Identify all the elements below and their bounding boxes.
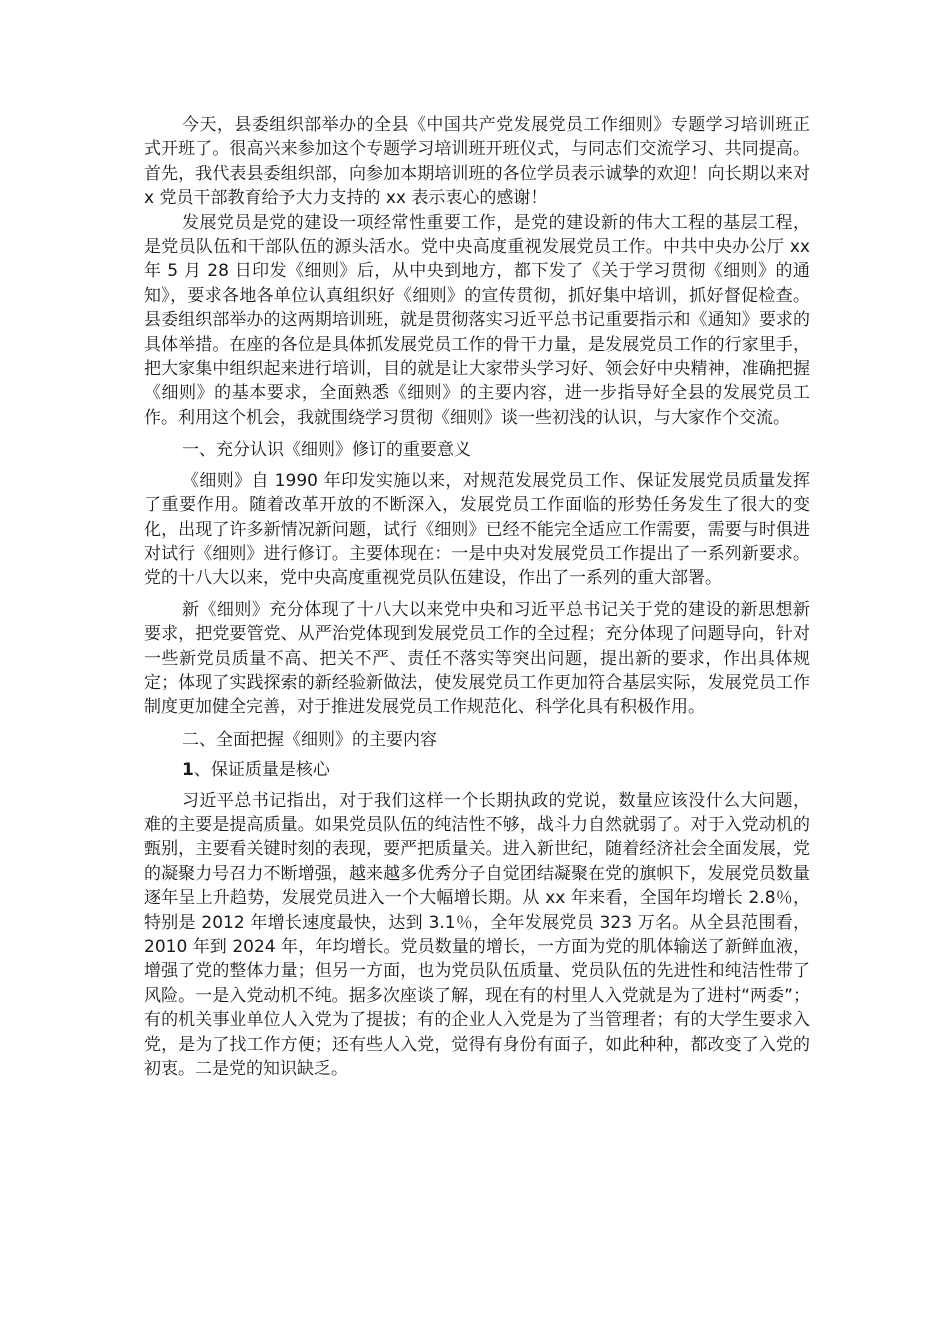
paragraph-rules-history: 《细则》自 1990 年印发实施以来，对规范发展党员工作、保证发展党员质量发挥了重要作用。随着改革开放的不断深入，发展党员工作面临的形势任务发生了很大的变化，出现了许多新情况新问题，试行《细则》已经不能完全适应工作需要，需要与时俱进对试行《细则》进行修订。主要体现在：一是中央对发展党员工作提出了一系列新要求。党的十八大以来，党中央高度重视党员队伍建设，作出了一系列的重大部署。 xyxy=(144,470,810,589)
paragraph-opening: 今天，县委组织部举办的全县《中国共产党发展党员工作细则》专题学习培训班正式开班了。很高兴来参加这个专题学习培训班开班仪式，与同志们交流学习、共同提高。首先，我代表县委组织部，向参加本期培训班的各位学员表示诚挚的欢迎！向长期以来对 x 党员干部教育给予大力支持的 xx 表示衷心的感谢！ xyxy=(144,115,810,209)
paragraph-party-development: 发展党员是党的建设一项经常性重要工作，是党的建设新的伟大工程的基层工程，是党员队伍和干部队伍的源头活水。党中央高度重视发展党员工作。中共中央办公厅 xx 年 5 月 28 日印发《细则》后，从中央到地方，都下发了《关于学习贯彻《细则》的通知》，要求各地各单位认真组织好《细则》的宣传贯彻，抓好集中培训，抓好督促检查。县委组织部举办的这两期培训班，就是贯彻落实习近平总书记重要指示和《通知》要求的具体举措。在座的各位是具体抓发展党员工作的骨干力量，是发展党员工作的行家里手，把大家集中组织起来进行培训，目的就是让大家带头学习好、领会好中央精神，准确把握《细则》的基本要求，全面熟悉《细则》的主要内容，进一步指导好全县的发展党员工作。利用这个机会，我就围绕学习贯彻《细则》谈一些初浅的认识，与大家作个交流。 xyxy=(144,212,810,428)
subsection-number: 1 xyxy=(182,760,194,781)
paragraph-quality-core: 习近平总书记指出，对于我们这样一个长期执政的党说，数量应该没什么大问题，难的主要是提高质量。如果党员队伍的纯洁性不够，战斗力自然就弱了。对于入党动机的甄别，主要看关键时刻的表现，要严把质量关。进入新世纪，随着经济社会全面发展，党的凝聚力号召力不断增强，越来越多优秀分子自觉团结凝聚在党的旗帜下，发展党员数量逐年呈上升趋势，发展党员进入一个大幅增长期。从 xx 年来看，全国年均增长 2.8％，特别是 2012 年增长速度最快，达到 3.1％，全年发展党员 323 万名。从全县范围看，2010 年到 2024 年，年均增长。党员数量的增长，一方面为党的肌体输送了新鲜血液，增强了党的整体力量；但另一方面，也为党员队伍质量、党员队伍的先进性和纯洁性带了风险。一是入党动机不纯。据多次座谈了解，现在有的村里人入党就是为了进村“两委”；有的机关事业单位人入党为了提拔；有的企业人入党是为了当管理者；有的大学生要求入党，是为了找工作方便；还有些人入党，觉得有身份有面子，如此种种，都改变了入党的初衷。二是党的知识缺乏。 xyxy=(144,790,810,1080)
section-heading-2: 二、全面把握《细则》的主要内容 xyxy=(182,729,437,750)
paragraph-new-rules: 新《细则》充分体现了十八大以来党中央和习近平总书记关于党的建设的新思想新要求，把党要管党、从严治党体现到发展党员工作的全过程；充分体现了问题导向，针对一些新党员质量不高、把关不严、责任不落实等突出问题，提出新的要求，作出具体规定；体现了实践探索的新经验新做法，使发展党员工作更加符合基层实际，发展党员工作制度更加健全完善，对于推进发展党员工作规范化、科学化具有积极作用。 xyxy=(144,599,810,718)
subsection-title: 、保证质量是核心 xyxy=(193,760,330,781)
document-page xyxy=(144,113,810,1081)
section-heading-1: 一、充分认识《细则》修订的重要意义 xyxy=(182,440,471,461)
subsection-heading-1 xyxy=(144,758,810,782)
